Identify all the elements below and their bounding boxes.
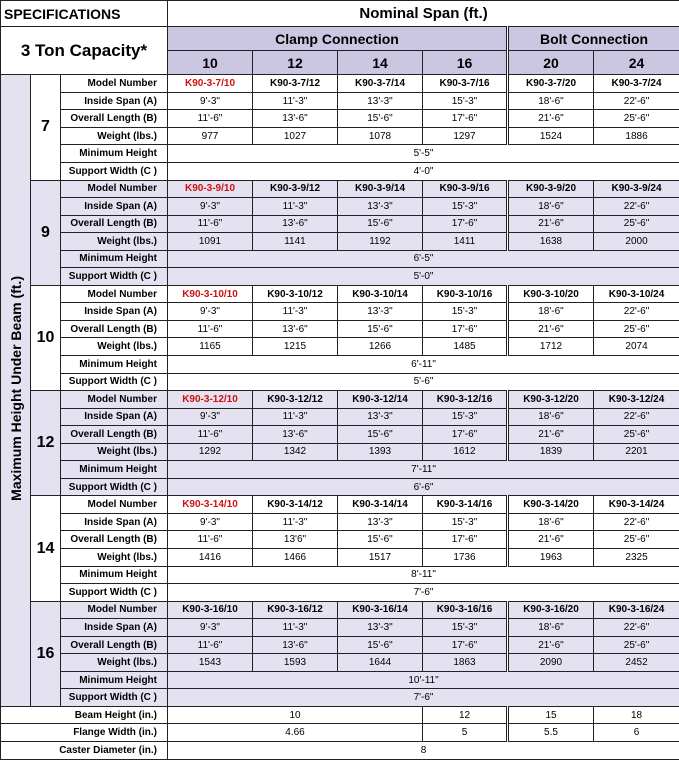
row-label-model: Model Number <box>61 75 168 93</box>
cell-16-overall-10: 11'-6" <box>168 636 253 654</box>
row-label-overall: Overall Length (B) <box>61 110 168 128</box>
group-12-row-overall <box>1 426 679 444</box>
footer-row-caster-diameter <box>1 742 679 760</box>
cell-10-overall-10: 11'-6" <box>168 320 253 338</box>
cell-12-overall-24: 25'-6" <box>594 426 679 444</box>
cell-7-inside-16: 15'-3" <box>423 92 508 110</box>
cell-12-inside-12: 11'-3" <box>253 408 338 426</box>
group-16-row-support <box>1 689 679 707</box>
cell-9-inside-20: 18'-6" <box>508 198 594 216</box>
group-9-row-support <box>1 268 679 286</box>
beam-height-label: Beam Height (in.) <box>1 706 168 724</box>
cell-12-weight-16: 1612 <box>423 443 508 461</box>
beam-height-20: 15 <box>508 706 594 724</box>
flange-width-16: 5 <box>423 724 508 742</box>
cell-14-inside-10: 9'-3" <box>168 513 253 531</box>
cell-10-model-10: K90-3-10/10 <box>168 285 253 303</box>
row-label-weight: Weight (lbs.) <box>61 338 168 356</box>
group-16-row-model <box>1 601 679 619</box>
cell-10-model-12: K90-3-10/12 <box>253 285 338 303</box>
group-7-row-support <box>1 162 679 180</box>
cell-9-weight-24: 2000 <box>594 233 679 251</box>
cell-10-model-20: K90-3-10/20 <box>508 285 594 303</box>
cell-9-model-12: K90-3-9/12 <box>253 180 338 198</box>
cell-14-overall-14: 15'-6" <box>338 531 423 549</box>
cell-7-overall-16: 17'-6" <box>423 110 508 128</box>
row-label-overall: Overall Length (B) <box>61 636 168 654</box>
cell-9-model-20: K90-3-9/20 <box>508 180 594 198</box>
row-label-weight: Weight (lbs.) <box>61 233 168 251</box>
cell-14-model-14: K90-3-14/14 <box>338 496 423 514</box>
beam-height-10-14: 10 <box>168 706 423 724</box>
group-10-row-weight <box>1 338 679 356</box>
cell-9-model-24: K90-3-9/24 <box>594 180 679 198</box>
group-14-row-model <box>1 496 679 514</box>
cell-7-overall-14: 15'-6" <box>338 110 423 128</box>
cell-7-model-12: K90-3-7/12 <box>253 75 338 93</box>
capacity-header: 3 Ton Capacity* <box>1 27 168 75</box>
cell-10-weight-10: 1165 <box>168 338 253 356</box>
row-label-support: Support Width (C ) <box>61 373 168 391</box>
cell-12-weight-12: 1342 <box>253 443 338 461</box>
cell-16-overall-16: 17'-6" <box>423 636 508 654</box>
cell-9-weight-16: 1411 <box>423 233 508 251</box>
cell-10-overall-24: 25'-6" <box>594 320 679 338</box>
cell-10-model-24: K90-3-10/24 <box>594 285 679 303</box>
cell-10-inside-12: 11'-3" <box>253 303 338 321</box>
row-label-min_height: Minimum Height <box>61 250 168 268</box>
group-10-row-inside <box>1 303 679 321</box>
cell-10-weight-14: 1266 <box>338 338 423 356</box>
row-label-overall: Overall Length (B) <box>61 215 168 233</box>
cell-14-overall-10: 11'-6" <box>168 531 253 549</box>
group-9-row-overall <box>1 215 679 233</box>
cell-14-model-10: K90-3-14/10 <box>168 496 253 514</box>
group-10-row-min_height <box>1 355 679 373</box>
group-14-support: 7'-6" <box>168 584 679 602</box>
row-label-model: Model Number <box>61 285 168 303</box>
cell-10-inside-20: 18'-6" <box>508 303 594 321</box>
cell-14-overall-12: 13'6" <box>253 531 338 549</box>
flange-width-10-14: 4.66 <box>168 724 423 742</box>
span-header-24: 24 <box>594 51 679 75</box>
cell-16-overall-14: 15'-6" <box>338 636 423 654</box>
caster-diameter-label: Caster Diameter (in.) <box>1 742 168 760</box>
group-12-support: 6'-6" <box>168 478 679 496</box>
cell-9-weight-12: 1141 <box>253 233 338 251</box>
cell-14-inside-20: 18'-6" <box>508 513 594 531</box>
cell-14-inside-24: 22'-6" <box>594 513 679 531</box>
footer-row-flange-width <box>1 724 679 742</box>
cell-10-inside-24: 22'-6" <box>594 303 679 321</box>
group-7-row-inside <box>1 92 679 110</box>
flange-width-label: Flange Width (in.) <box>1 724 168 742</box>
group-14-min_height: 8'-11" <box>168 566 679 584</box>
group-9-row-model <box>1 180 679 198</box>
cell-9-weight-14: 1192 <box>338 233 423 251</box>
cell-16-weight-14: 1644 <box>338 654 423 672</box>
group-10-support: 5'-6" <box>168 373 679 391</box>
cell-16-inside-14: 13'-3" <box>338 619 423 637</box>
group-14-row-min_height <box>1 566 679 584</box>
cell-14-weight-16: 1736 <box>423 549 508 567</box>
group-16-row-inside <box>1 619 679 637</box>
cell-10-inside-10: 9'-3" <box>168 303 253 321</box>
cell-14-inside-14: 13'-3" <box>338 513 423 531</box>
cell-12-overall-20: 21'-6" <box>508 426 594 444</box>
span-header-16: 16 <box>423 51 508 75</box>
cell-16-inside-10: 9'-3" <box>168 619 253 637</box>
group-10-row-overall <box>1 320 679 338</box>
group-9-row-inside <box>1 198 679 216</box>
row-label-weight: Weight (lbs.) <box>61 549 168 567</box>
cell-16-weight-12: 1593 <box>253 654 338 672</box>
group-10-row-support <box>1 373 679 391</box>
flange-width-24: 6 <box>594 724 679 742</box>
height-9-label: 9 <box>31 180 61 285</box>
group-12-min_height: 7'-11" <box>168 461 679 479</box>
cell-14-overall-24: 25'-6" <box>594 531 679 549</box>
cell-12-overall-10: 11'-6" <box>168 426 253 444</box>
group-7-row-model <box>1 75 679 93</box>
group-9-min_height: 6'-5" <box>168 250 679 268</box>
cell-7-inside-14: 13'-3" <box>338 92 423 110</box>
cell-7-overall-24: 25'-6" <box>594 110 679 128</box>
span-header-10: 10 <box>168 51 253 75</box>
cell-14-weight-10: 1416 <box>168 549 253 567</box>
row-label-inside: Inside Span (A) <box>61 198 168 216</box>
cell-9-overall-20: 21'-6" <box>508 215 594 233</box>
group-12-row-weight <box>1 443 679 461</box>
row-label-inside: Inside Span (A) <box>61 303 168 321</box>
cell-10-model-14: K90-3-10/14 <box>338 285 423 303</box>
cell-16-overall-24: 25'-6" <box>594 636 679 654</box>
group-7-min_height: 5'-5" <box>168 145 679 163</box>
cell-14-overall-20: 21'-6" <box>508 531 594 549</box>
cell-14-weight-12: 1466 <box>253 549 338 567</box>
cell-16-model-10: K90-3-16/10 <box>168 601 253 619</box>
group-12-row-inside <box>1 408 679 426</box>
group-14-row-overall <box>1 531 679 549</box>
height-7-label: 7 <box>31 75 61 180</box>
cell-9-model-14: K90-3-9/14 <box>338 180 423 198</box>
row-label-inside: Inside Span (A) <box>61 92 168 110</box>
row-label-overall: Overall Length (B) <box>61 531 168 549</box>
cell-7-weight-24: 1886 <box>594 127 679 145</box>
caster-diameter-value: 8 <box>168 742 679 760</box>
max-height-label-cell <box>1 75 31 707</box>
cell-7-weight-14: 1078 <box>338 127 423 145</box>
cell-9-overall-24: 25'-6" <box>594 215 679 233</box>
row-label-support: Support Width (C ) <box>61 689 168 707</box>
cell-16-weight-20: 2090 <box>508 654 594 672</box>
cell-7-model-20: K90-3-7/20 <box>508 75 594 93</box>
max-height-label: Maximum Height Under Beam (ft.) <box>7 275 24 501</box>
group-7-support: 4'-0" <box>168 162 679 180</box>
span-header-14: 14 <box>338 51 423 75</box>
cell-16-weight-24: 2452 <box>594 654 679 672</box>
row-label-model: Model Number <box>61 601 168 619</box>
cell-16-inside-12: 11'-3" <box>253 619 338 637</box>
span-header-20: 20 <box>508 51 594 75</box>
cell-7-overall-12: 13'-6" <box>253 110 338 128</box>
row-label-weight: Weight (lbs.) <box>61 443 168 461</box>
cell-9-inside-14: 13'-3" <box>338 198 423 216</box>
cell-12-model-20: K90-3-12/20 <box>508 391 594 409</box>
cell-16-weight-16: 1863 <box>423 654 508 672</box>
cell-12-model-10: K90-3-12/10 <box>168 391 253 409</box>
beam-height-24: 18 <box>594 706 679 724</box>
cell-7-weight-10: 977 <box>168 127 253 145</box>
cell-16-inside-24: 22'-6" <box>594 619 679 637</box>
cell-14-model-24: K90-3-14/24 <box>594 496 679 514</box>
height-10-label: 10 <box>31 285 61 390</box>
cell-9-overall-12: 13'-6" <box>253 215 338 233</box>
group-12-row-support <box>1 478 679 496</box>
cell-16-weight-10: 1543 <box>168 654 253 672</box>
cell-16-overall-20: 21'-6" <box>508 636 594 654</box>
cell-12-inside-16: 15'-3" <box>423 408 508 426</box>
cell-14-inside-12: 11'-3" <box>253 513 338 531</box>
cell-12-model-14: K90-3-12/14 <box>338 391 423 409</box>
cell-9-overall-14: 15'-6" <box>338 215 423 233</box>
group-16-support: 7'-6" <box>168 689 679 707</box>
group-9-row-weight <box>1 233 679 251</box>
group-12-row-min_height <box>1 461 679 479</box>
row-label-weight: Weight (lbs.) <box>61 654 168 672</box>
row-label-model: Model Number <box>61 496 168 514</box>
cell-12-model-16: K90-3-12/16 <box>423 391 508 409</box>
cell-7-model-10: K90-3-7/10 <box>168 75 253 93</box>
group-14-row-weight <box>1 549 679 567</box>
group-7-row-overall <box>1 110 679 128</box>
cell-9-inside-10: 9'-3" <box>168 198 253 216</box>
row-label-model: Model Number <box>61 391 168 409</box>
cell-12-weight-20: 1839 <box>508 443 594 461</box>
group-14-row-inside <box>1 513 679 531</box>
group-14-row-support <box>1 584 679 602</box>
cell-7-inside-20: 18'-6" <box>508 92 594 110</box>
page-title: SPECIFICATIONS <box>1 1 168 27</box>
cell-12-overall-12: 13'-6" <box>253 426 338 444</box>
cell-7-inside-12: 11'-3" <box>253 92 338 110</box>
cell-12-inside-10: 9'-3" <box>168 408 253 426</box>
group-16-row-overall <box>1 636 679 654</box>
row-label-inside: Inside Span (A) <box>61 513 168 531</box>
cell-12-weight-24: 2201 <box>594 443 679 461</box>
row-label-min_height: Minimum Height <box>61 461 168 479</box>
cell-9-inside-12: 11'-3" <box>253 198 338 216</box>
row-label-model: Model Number <box>61 180 168 198</box>
cell-12-overall-16: 17'-6" <box>423 426 508 444</box>
cell-16-model-12: K90-3-16/12 <box>253 601 338 619</box>
cell-14-weight-14: 1517 <box>338 549 423 567</box>
cell-10-overall-12: 13'-6" <box>253 320 338 338</box>
cell-9-overall-10: 11'-6" <box>168 215 253 233</box>
group-16-row-weight <box>1 654 679 672</box>
group-9-support: 5'-0" <box>168 268 679 286</box>
cell-9-inside-24: 22'-6" <box>594 198 679 216</box>
cell-16-overall-12: 13'-6" <box>253 636 338 654</box>
row-label-min_height: Minimum Height <box>61 566 168 584</box>
row-label-min_height: Minimum Height <box>61 671 168 689</box>
cell-10-weight-16: 1485 <box>423 338 508 356</box>
header-row-connections <box>1 27 679 51</box>
table-body <box>1 1 679 760</box>
cell-16-model-16: K90-3-16/16 <box>423 601 508 619</box>
group-7-row-weight <box>1 127 679 145</box>
header-row-title <box>1 1 679 27</box>
cell-10-weight-12: 1215 <box>253 338 338 356</box>
flange-width-20: 5.5 <box>508 724 594 742</box>
height-14-label: 14 <box>31 496 61 601</box>
cell-7-weight-20: 1524 <box>508 127 594 145</box>
cell-9-weight-10: 1091 <box>168 233 253 251</box>
height-16-label: 16 <box>31 601 61 706</box>
cell-14-overall-16: 17'-6" <box>423 531 508 549</box>
cell-12-inside-20: 18'-6" <box>508 408 594 426</box>
height-12-label: 12 <box>31 391 61 496</box>
cell-9-weight-20: 1638 <box>508 233 594 251</box>
cell-16-model-20: K90-3-16/20 <box>508 601 594 619</box>
nominal-span-header: Nominal Span (ft.) <box>168 1 679 27</box>
cell-9-model-16: K90-3-9/16 <box>423 180 508 198</box>
cell-12-weight-10: 1292 <box>168 443 253 461</box>
group-10-row-model <box>1 285 679 303</box>
cell-14-model-12: K90-3-14/12 <box>253 496 338 514</box>
cell-7-weight-12: 1027 <box>253 127 338 145</box>
cell-12-inside-14: 13'-3" <box>338 408 423 426</box>
cell-10-inside-16: 15'-3" <box>423 303 508 321</box>
bolt-connection-header: Bolt Connection <box>508 27 679 51</box>
group-10-min_height: 6'-11" <box>168 355 679 373</box>
group-12-row-model <box>1 391 679 409</box>
row-label-weight: Weight (lbs.) <box>61 127 168 145</box>
row-label-support: Support Width (C ) <box>61 478 168 496</box>
row-label-min_height: Minimum Height <box>61 145 168 163</box>
row-label-support: Support Width (C ) <box>61 584 168 602</box>
row-label-inside: Inside Span (A) <box>61 619 168 637</box>
cell-10-inside-14: 13'-3" <box>338 303 423 321</box>
cell-14-weight-24: 2325 <box>594 549 679 567</box>
cell-7-model-24: K90-3-7/24 <box>594 75 679 93</box>
cell-7-overall-10: 11'-6" <box>168 110 253 128</box>
span-header-12: 12 <box>253 51 338 75</box>
group-9-row-min_height <box>1 250 679 268</box>
cell-10-overall-16: 17'-6" <box>423 320 508 338</box>
cell-16-model-24: K90-3-16/24 <box>594 601 679 619</box>
clamp-connection-header: Clamp Connection <box>168 27 508 51</box>
row-label-support: Support Width (C ) <box>61 268 168 286</box>
cell-7-inside-24: 22'-6" <box>594 92 679 110</box>
cell-10-weight-24: 2074 <box>594 338 679 356</box>
row-label-overall: Overall Length (B) <box>61 320 168 338</box>
cell-12-overall-14: 15'-6" <box>338 426 423 444</box>
cell-7-model-14: K90-3-7/14 <box>338 75 423 93</box>
cell-9-model-10: K90-3-9/10 <box>168 180 253 198</box>
cell-9-inside-16: 15'-3" <box>423 198 508 216</box>
cell-10-overall-20: 21'-6" <box>508 320 594 338</box>
row-label-support: Support Width (C ) <box>61 162 168 180</box>
cell-12-inside-24: 22'-6" <box>594 408 679 426</box>
cell-9-overall-16: 17'-6" <box>423 215 508 233</box>
row-label-min_height: Minimum Height <box>61 355 168 373</box>
cell-7-overall-20: 21'-6" <box>508 110 594 128</box>
group-16-row-min_height <box>1 671 679 689</box>
cell-14-weight-20: 1963 <box>508 549 594 567</box>
row-label-overall: Overall Length (B) <box>61 426 168 444</box>
cell-12-weight-14: 1393 <box>338 443 423 461</box>
cell-7-model-16: K90-3-7/16 <box>423 75 508 93</box>
cell-14-model-16: K90-3-14/16 <box>423 496 508 514</box>
cell-7-weight-16: 1297 <box>423 127 508 145</box>
cell-14-model-20: K90-3-14/20 <box>508 496 594 514</box>
cell-7-inside-10: 9'-3" <box>168 92 253 110</box>
row-label-inside: Inside Span (A) <box>61 408 168 426</box>
cell-10-weight-20: 1712 <box>508 338 594 356</box>
cell-16-model-14: K90-3-16/14 <box>338 601 423 619</box>
group-16-min_height: 10'-11" <box>168 671 679 689</box>
beam-height-16: 12 <box>423 706 508 724</box>
cell-12-model-24: K90-3-12/24 <box>594 391 679 409</box>
cell-12-model-12: K90-3-12/12 <box>253 391 338 409</box>
cell-16-inside-16: 15'-3" <box>423 619 508 637</box>
cell-14-inside-16: 15'-3" <box>423 513 508 531</box>
cell-16-inside-20: 18'-6" <box>508 619 594 637</box>
group-7-row-min_height <box>1 145 679 163</box>
cell-10-overall-14: 15'-6" <box>338 320 423 338</box>
cell-10-model-16: K90-3-10/16 <box>423 285 508 303</box>
footer-row-beam-height <box>1 706 679 724</box>
